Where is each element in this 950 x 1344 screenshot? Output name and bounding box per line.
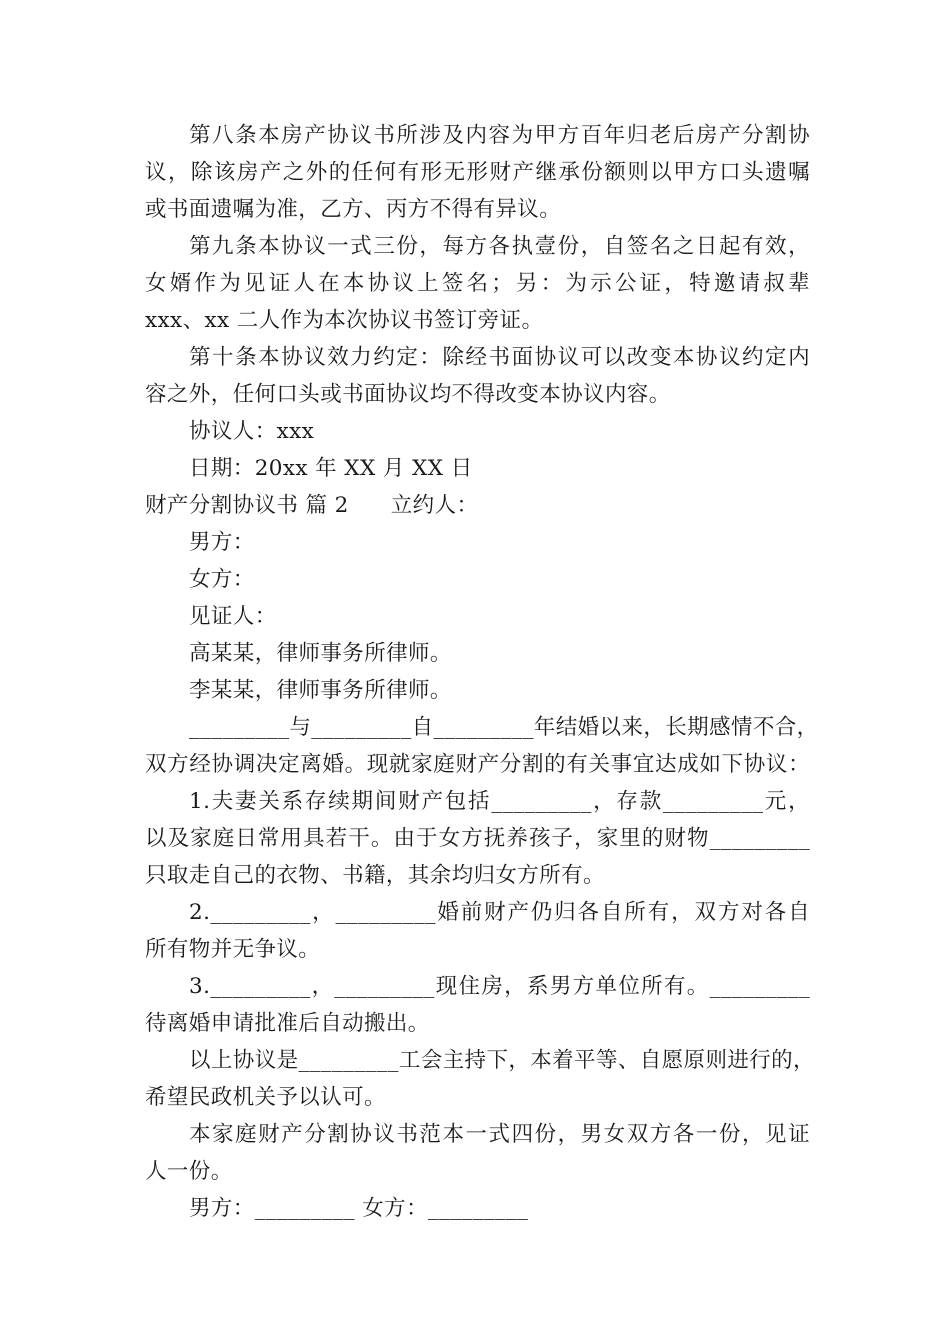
text-line [145,1079,810,1116]
text-line [145,820,810,857]
text-line [145,228,810,265]
text-line [145,302,810,339]
text-line [145,968,810,1005]
text-line-content: 人一份。 [145,1159,233,1184]
text-line-content: _________与_________自_________年结婚以来，长期感情不合， [189,715,819,740]
text-line [145,339,810,376]
text-line [145,598,810,635]
text-line [145,487,810,524]
text-line [145,154,810,191]
text-line [145,1005,810,1042]
text-line [145,709,819,746]
text-line-suffix: 立约人： [390,493,479,518]
text-line-content: 待离婚申请批准后自动搬出。 [145,1011,430,1036]
text-line-content: 李某某，律师事务所律师。 [189,678,452,703]
document-page [145,117,819,1227]
text-line [145,672,810,709]
text-line [145,931,810,968]
text-line-content: 以及家庭日常用具若干。由于女方抚养孩子，家里的财物_________ [145,826,810,851]
text-line-content: 或书面遗嘱为准，乙方、丙方不得有异议。 [145,197,562,222]
text-line [145,413,810,450]
text-line-content: 财产分割协议书 篇 2 [145,493,349,518]
text-line-content: 议，除该房产之外的任何有形无形财产继承份额则以甲方口头遗嘱 [145,160,810,185]
text-line-content: 3._________，_________现住房，系男方单位所有。_________ [189,974,810,999]
text-line-content: 容之外，任何口头或书面协议均不得改变本协议内容。 [145,382,671,407]
text-line-content: 本家庭财产分割协议书范本一式四份，男女双方各一份，见证 [189,1122,810,1147]
text-line-content: 第十条本协议效力约定：除经书面协议可以改变本协议约定内 [189,345,810,370]
text-line-content: 协议人：xxx [189,419,315,444]
text-line [145,376,810,413]
text-line-content: 男方：_________ 女方：_________ [189,1196,529,1221]
text-line [145,265,810,302]
text-line-content: 第九条本协议一式三份，每方各执壹份，自签名之日起有效， [189,234,810,259]
text-line [145,117,810,154]
text-line [145,191,810,228]
text-line [145,1190,810,1227]
text-line-content: 女方： [189,567,255,592]
text-line [145,561,810,598]
text-line-content: 女婿作为见证人在本协议上签名；另：为示公证，特邀请叔辈 [145,271,810,296]
text-line-content: 见证人： [189,604,277,629]
text-line-content: 双方经协调决定离婚。现就家庭财产分割的有关事宜达成如下协议： [145,752,810,777]
text-line-content: 男方： [189,530,255,555]
text-line [145,857,810,894]
text-line-content: 日期：20xx 年 XX 月 XX 日 [189,456,473,481]
text-line-content: 希望民政机关予以认可。 [145,1085,386,1110]
text-line-content: xxx、xx 二人作为本次协议书签订旁证。 [145,308,544,333]
text-line-content: 以上协议是_________工会主持下，本着平等、自愿原则进行的， [189,1048,815,1073]
text-line-content: 2._________，_________婚前财产仍归各自所有，双方对各自 [189,900,810,925]
text-line-content: 1.夫妻关系存续期间财产包括_________，存款_________元， [189,789,810,814]
text-line [145,450,810,487]
text-line [145,1153,810,1190]
text-line-content: 第八条本房产协议书所涉及内容为甲方百年归老后房产分割协 [189,123,810,148]
text-line-content: 所有物并无争议。 [145,937,321,962]
text-line [145,783,810,820]
text-line-content: 只取走自己的衣物、书籍，其余均归女方所有。 [145,863,605,888]
text-line [145,1042,815,1079]
text-line [145,894,810,931]
text-line-content: 高某某，律师事务所律师。 [189,641,452,666]
text-line [145,635,810,672]
text-line [145,524,810,561]
text-line [145,1116,810,1153]
text-line [145,746,810,783]
